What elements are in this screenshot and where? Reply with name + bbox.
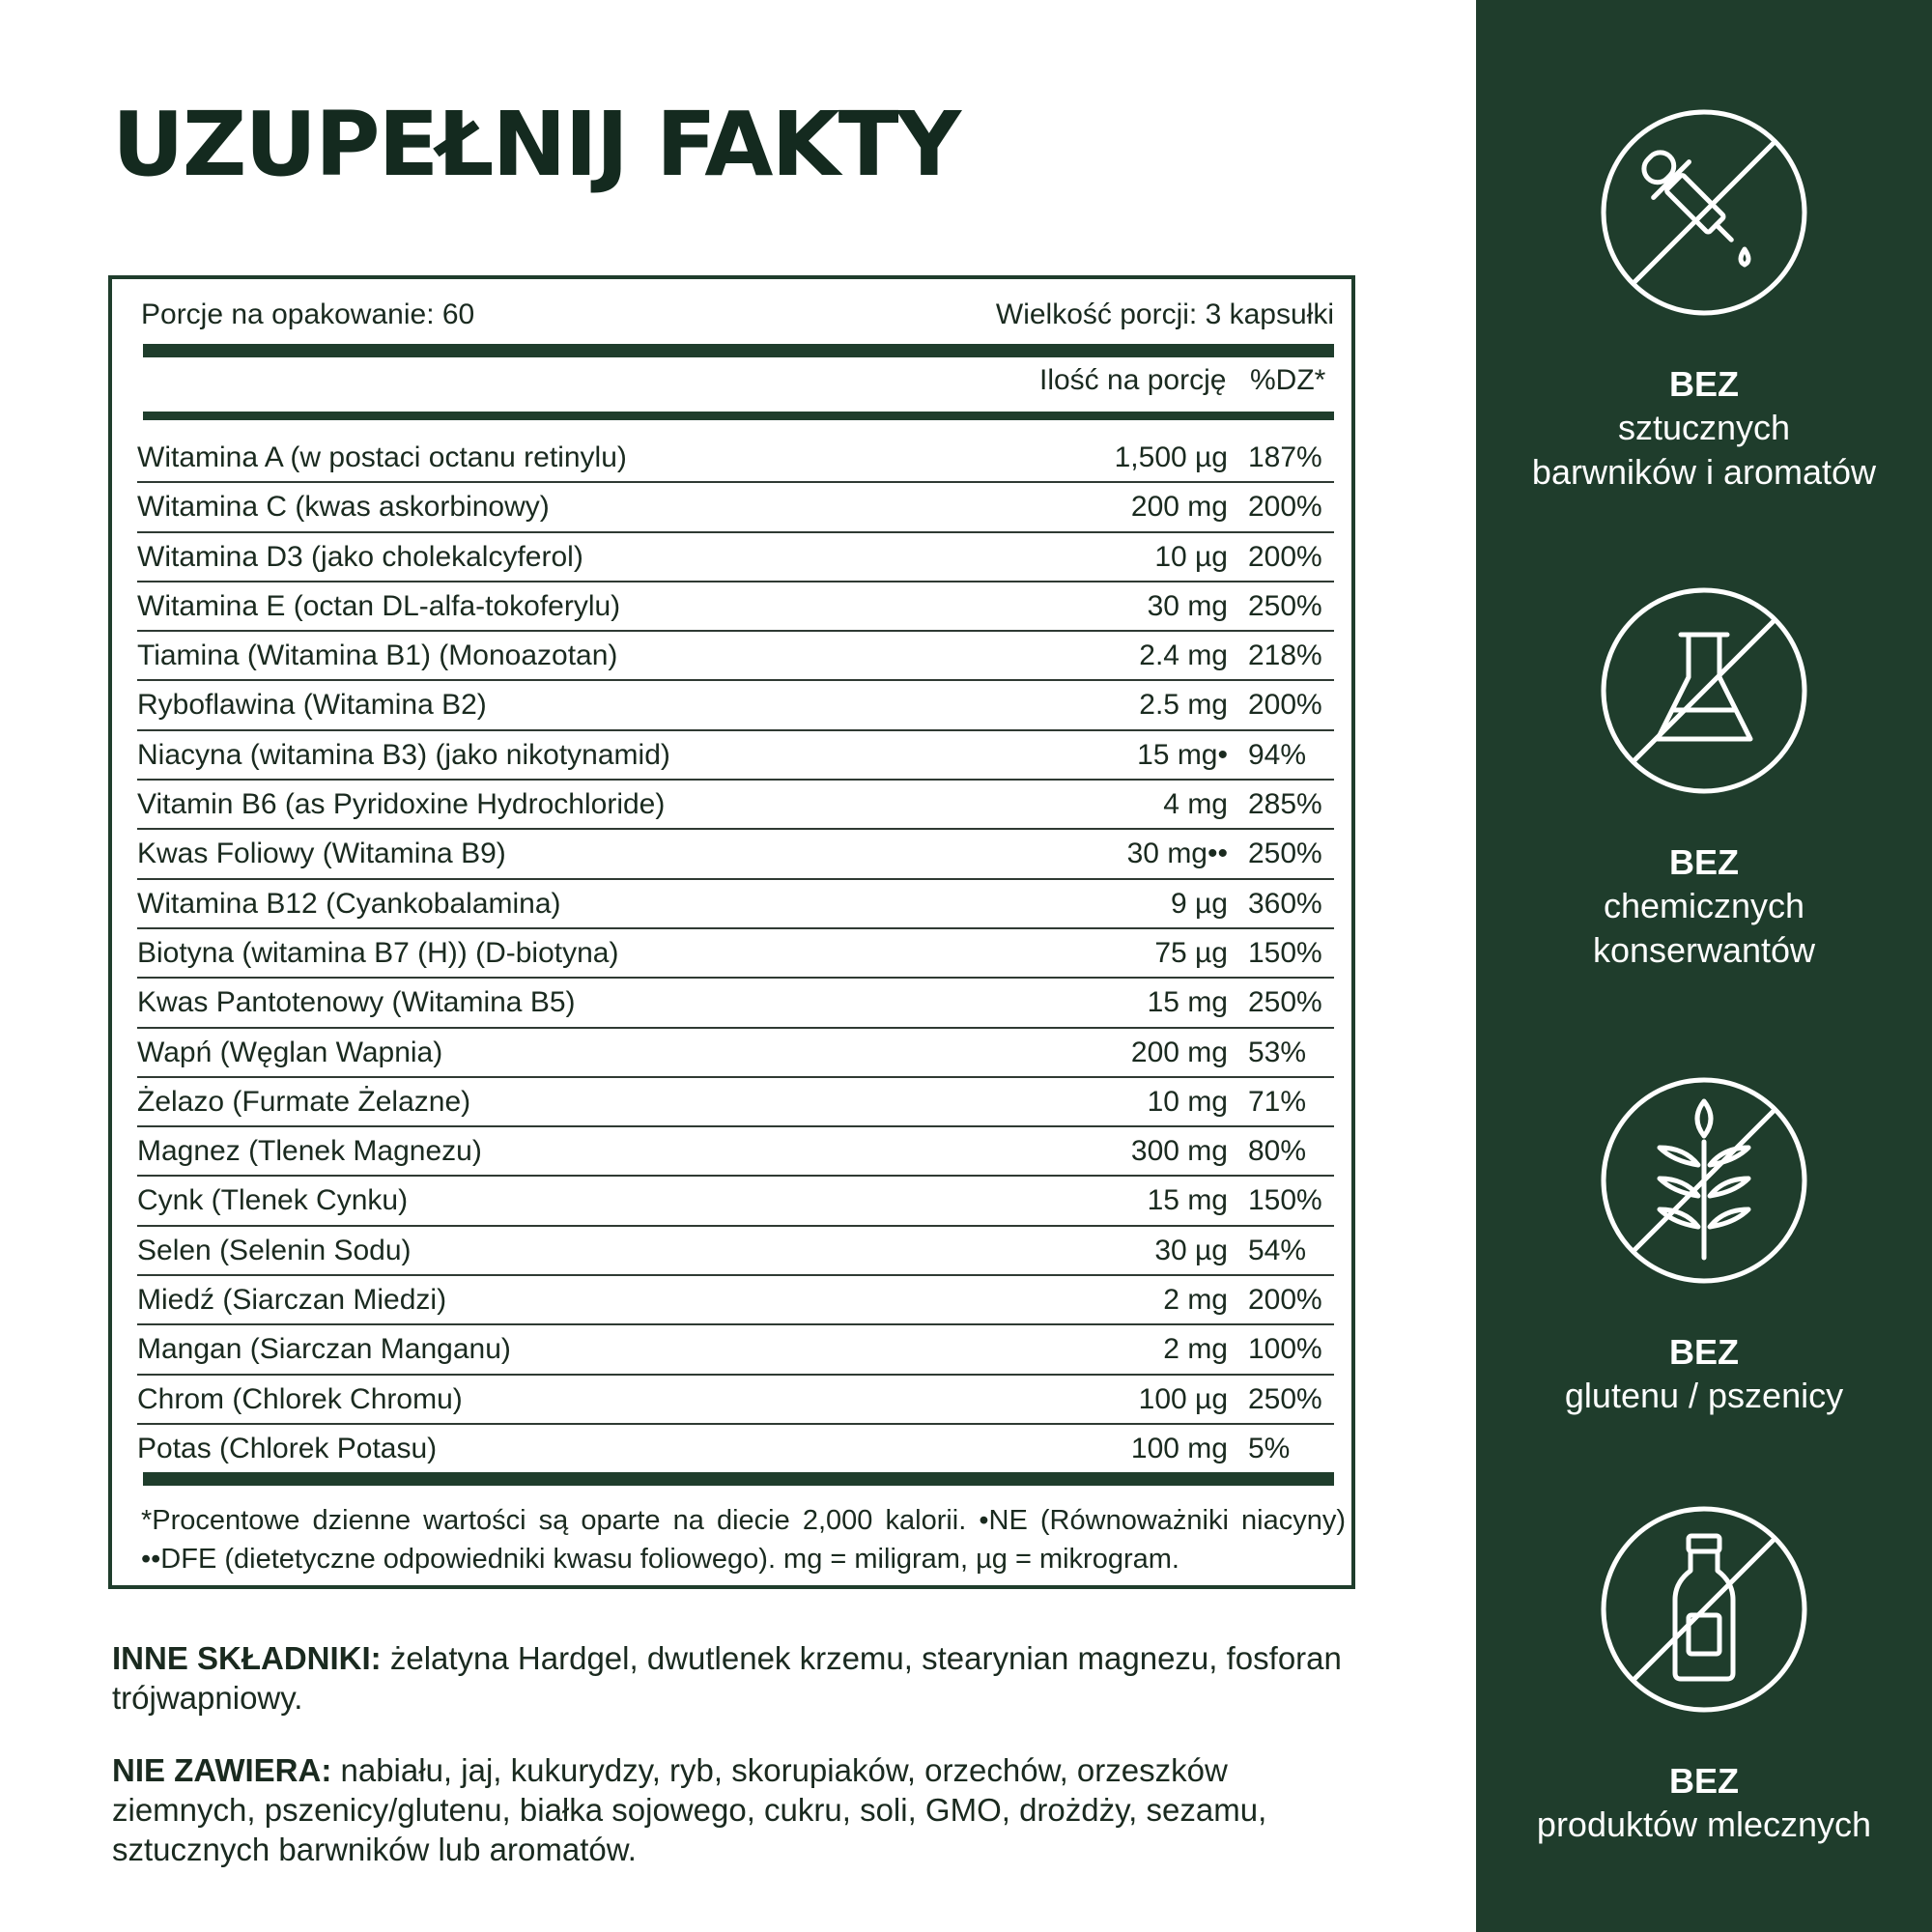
table-row xyxy=(137,880,1334,929)
nutrient-name: Witamina B12 (Cyankobalamina) xyxy=(137,887,561,920)
free-from-text: nabiału, jaj, kukurydzy, ryb, skorupiaków, orzechów, orzeszków ziemnych, pszenicy/glutenu, białka sojowego, cukru, soli, GMO, drożdży, sezamu, sztucznych barwników lub aromatów. xyxy=(112,1752,1267,1867)
nutrient-dv: 150% xyxy=(1248,1184,1322,1217)
footnote: *Procentowe dzienne wartości są oparte na diecie 2,000 kalorii. •NE (Równoważniki niacyny) ••DFE (dietetyczne odpowiedniki kwasu foliowego). mg = miligram, µg = mikrogram. xyxy=(141,1505,1346,1575)
badge-label: BEZ xyxy=(1669,364,1739,404)
nutrient-name: Miedź (Siarczan Miedzi) xyxy=(137,1284,447,1317)
nutrient-dv: 285% xyxy=(1248,788,1322,821)
nutrient-amount: 15 mg• xyxy=(1137,738,1228,771)
nutrient-dv: 218% xyxy=(1248,639,1322,672)
column-header-amount: Ilość na porcję xyxy=(1039,364,1227,396)
nutrient-dv: 80% xyxy=(1248,1135,1307,1168)
nutrient-dv: 187% xyxy=(1248,441,1322,473)
other-ingredients xyxy=(112,1638,1368,1718)
nutrient-dv: 200% xyxy=(1248,491,1322,524)
table-row xyxy=(137,731,1334,781)
badge-desc: sztucznych barwników i aromatów xyxy=(1531,408,1877,492)
nutrient-dv: 200% xyxy=(1248,540,1322,573)
nutrient-amount: 2 mg xyxy=(1163,1284,1228,1317)
nutrient-amount: 100 mg xyxy=(1130,1432,1228,1464)
table-row xyxy=(137,483,1334,532)
nutrient-name: Witamina C (kwas askorbinowy) xyxy=(137,491,550,524)
supplement-facts-panel xyxy=(108,275,1355,1589)
table-row xyxy=(137,1127,1334,1177)
table-row xyxy=(137,1425,1334,1472)
nutrient-name: Magnez (Tlenek Magnezu) xyxy=(137,1135,482,1168)
header-divider-bar xyxy=(143,344,1334,357)
page-title: UZUPEŁNIJ FAKTY xyxy=(112,93,960,196)
nutrient-dv: 360% xyxy=(1248,887,1322,920)
nutrient-amount: 30 µg xyxy=(1154,1234,1228,1266)
nutrient-dv: 5% xyxy=(1248,1432,1291,1464)
badge-no-preservatives xyxy=(1476,584,1932,973)
nutrient-name: Witamina E (octan DL-alfa-tokoferylu) xyxy=(137,589,621,622)
other-ingredients-label: INNE SKŁADNIKI: xyxy=(112,1640,382,1676)
nutrient-dv: 100% xyxy=(1248,1333,1322,1366)
nutrient-name: Vitamin B6 (as Pyridoxine Hydrochloride) xyxy=(137,788,666,821)
nutrient-dv: 94% xyxy=(1248,738,1307,771)
badge-desc: glutenu / pszenicy xyxy=(1564,1376,1844,1415)
nutrient-amount: 9 µg xyxy=(1171,887,1228,920)
nutrient-amount: 2 mg xyxy=(1163,1333,1228,1366)
badge-desc: produktów mlecznych xyxy=(1536,1804,1872,1844)
nutrient-dv: 250% xyxy=(1248,986,1322,1019)
nutrient-amount: 15 mg xyxy=(1147,1184,1228,1217)
table-row xyxy=(137,533,1334,582)
nutrient-name: Wapń (Węglan Wapnia) xyxy=(137,1036,443,1068)
nutrient-name: Kwas Pantotenowy (Witamina B5) xyxy=(137,986,576,1019)
free-from-label: NIE ZAWIERA: xyxy=(112,1752,332,1788)
no-milk-bottle-icon xyxy=(1598,1503,1810,1716)
nutrient-dv: 250% xyxy=(1248,1382,1322,1415)
free-from xyxy=(112,1750,1368,1869)
nutrient-rows xyxy=(137,434,1334,1472)
nutrient-amount: 200 mg xyxy=(1130,491,1228,524)
nutrient-amount: 30 mg•• xyxy=(1126,838,1228,870)
no-dropper-icon xyxy=(1598,106,1810,319)
nutrient-name: Tiamina (Witamina B1) (Monoazotan) xyxy=(137,639,618,672)
table-row xyxy=(137,1078,1334,1127)
badge-desc: chemicznych konserwantów xyxy=(1592,886,1816,970)
nutrient-name: Potas (Chlorek Potasu) xyxy=(137,1432,438,1464)
table-row xyxy=(137,582,1334,632)
nutrient-name: Selen (Selenin Sodu) xyxy=(137,1234,412,1266)
badge-no-gluten xyxy=(1476,1074,1932,1418)
badge-no-artificial-colors xyxy=(1476,106,1932,495)
nutrient-name: Biotyna (witamina B7 (H)) (D-biotyna) xyxy=(137,936,619,969)
nutrient-amount: 30 mg xyxy=(1147,589,1228,622)
nutrient-name: Ryboflawina (Witamina B2) xyxy=(137,689,487,722)
no-flask-icon xyxy=(1598,584,1810,797)
table-row xyxy=(137,1325,1334,1375)
table-row xyxy=(137,1227,1334,1276)
table-row xyxy=(137,681,1334,730)
nutrient-name: Witamina D3 (jako cholekalcyferol) xyxy=(137,540,583,573)
nutrient-amount: 15 mg xyxy=(1147,986,1228,1019)
nutrient-amount: 10 µg xyxy=(1154,540,1228,573)
no-wheat-icon xyxy=(1598,1074,1810,1287)
badge-label: BEZ xyxy=(1669,1332,1739,1372)
nutrient-amount: 4 mg xyxy=(1163,788,1228,821)
table-row xyxy=(137,434,1334,483)
badge-no-dairy xyxy=(1476,1503,1932,1847)
serving-size: Wielkość porcji: 3 kapsułki xyxy=(995,298,1334,330)
table-row xyxy=(137,632,1334,681)
nutrient-amount: 300 mg xyxy=(1130,1135,1228,1168)
nutrient-dv: 71% xyxy=(1248,1085,1307,1118)
free-from-badges-panel xyxy=(1476,0,1932,1932)
nutrient-name: Kwas Foliowy (Witamina B9) xyxy=(137,838,506,870)
other-ingredients-text: żelatyna Hardgel, dwutlenek krzemu, stearynian magnezu, fosforan trójwapniowy. xyxy=(112,1640,1342,1716)
nutrient-dv: 54% xyxy=(1248,1234,1307,1266)
nutrient-dv: 250% xyxy=(1248,838,1322,870)
nutrient-amount: 2.5 mg xyxy=(1139,689,1228,722)
table-row xyxy=(137,979,1334,1028)
nutrient-amount: 75 µg xyxy=(1154,936,1228,969)
nutrient-amount: 2.4 mg xyxy=(1139,639,1228,672)
nutrient-amount: 100 µg xyxy=(1138,1382,1228,1415)
nutrient-dv: 200% xyxy=(1248,1284,1322,1317)
table-row xyxy=(137,1029,1334,1078)
nutrient-name: Niacyna (witamina B3) (jako nikotynamid) xyxy=(137,738,670,771)
nutrient-dv: 150% xyxy=(1248,936,1322,969)
table-row xyxy=(137,830,1334,879)
table-row xyxy=(137,1376,1334,1425)
column-header-divider-bar xyxy=(143,412,1334,420)
facts-header xyxy=(141,298,1334,337)
servings-per-container: Porcje na opakowanie: 60 xyxy=(141,298,475,330)
nutrient-dv: 200% xyxy=(1248,689,1322,722)
nutrient-amount: 10 mg xyxy=(1147,1085,1228,1118)
column-header-dv: %DZ* xyxy=(1250,364,1326,396)
nutrient-name: Mangan (Siarczan Manganu) xyxy=(137,1333,511,1366)
nutrient-name: Witamina A (w postaci octanu retinylu) xyxy=(137,441,627,473)
nutrient-name: Chrom (Chlorek Chromu) xyxy=(137,1382,463,1415)
table-row xyxy=(137,781,1334,830)
badge-label: BEZ xyxy=(1669,1761,1739,1801)
nutrient-amount: 200 mg xyxy=(1130,1036,1228,1068)
nutrient-dv: 53% xyxy=(1248,1036,1307,1068)
footer-divider-bar xyxy=(143,1472,1334,1486)
badge-label: BEZ xyxy=(1669,842,1739,882)
nutrient-name: Żelazo (Furmate Żelazne) xyxy=(137,1085,471,1118)
nutrient-name: Cynk (Tlenek Cynku) xyxy=(137,1184,409,1217)
nutrient-amount: 1,500 µg xyxy=(1114,441,1228,473)
table-row xyxy=(137,1276,1334,1325)
table-row xyxy=(137,1177,1334,1226)
table-row xyxy=(137,929,1334,979)
nutrient-dv: 250% xyxy=(1248,589,1322,622)
